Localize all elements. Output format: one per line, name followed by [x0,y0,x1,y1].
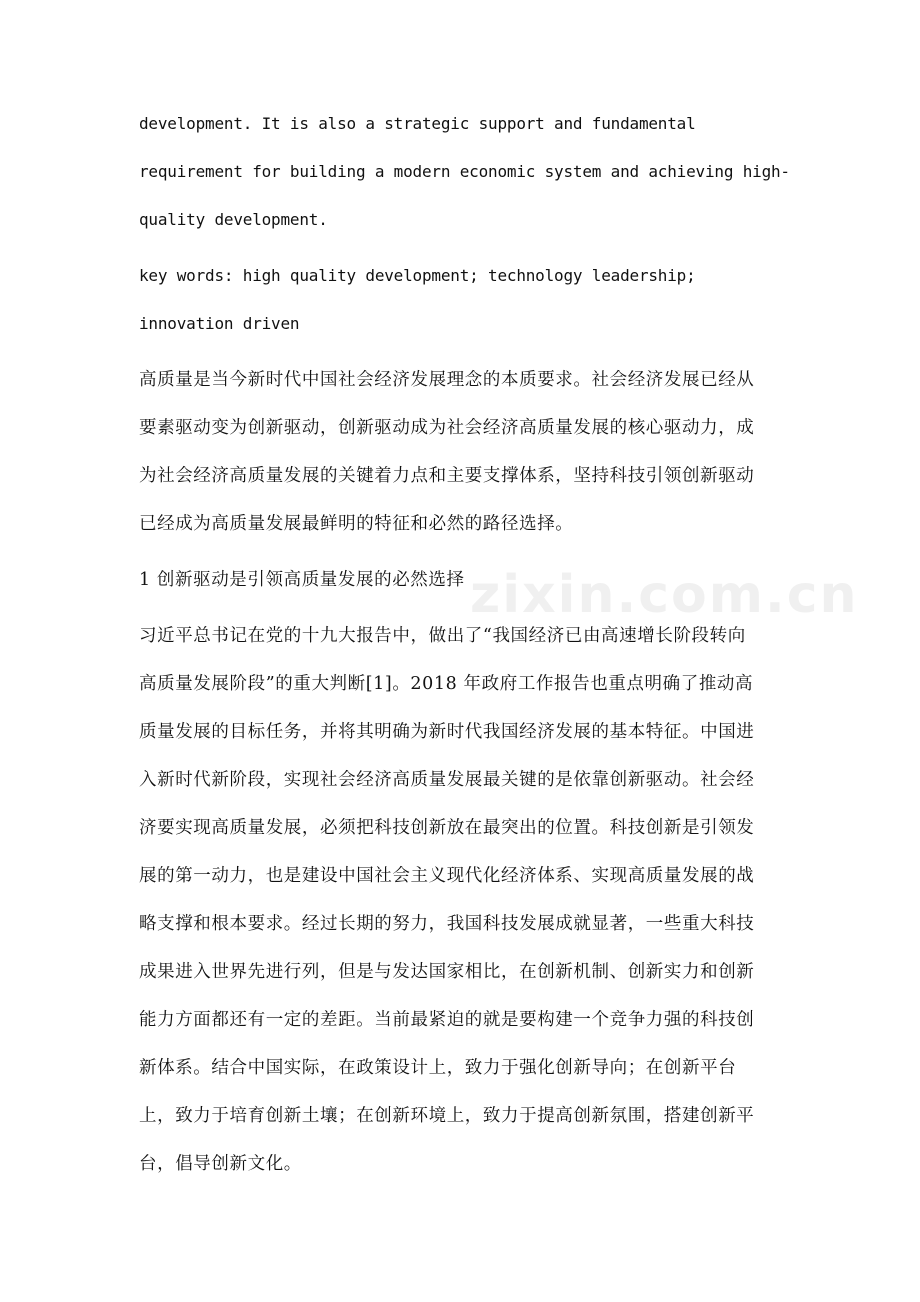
watermark: zixin.com.cn [470,565,859,625]
paragraph-line: 高质量发展阶段”的重大判断[1]。2018 年政府工作报告也重点明确了推动高 [139,674,754,694]
abstract-line: requirement for building a modern economic system and achieving high- [139,162,790,181]
paragraph-line: 济要实现高质量发展，必须把科技创新放在最突出的位置。科技创新是引领发 [139,818,755,838]
paragraph-line: 台，倡导创新文化。 [139,1154,302,1174]
paragraph-line: 略支撑和根本要求。经过长期的努力，我国科技发展成就显著，一些重大科技 [139,914,755,934]
keywords-line: key words: high quality development; technology leadership; [139,266,696,285]
section-heading: 1 创新驱动是引领高质量发展的必然选择 [139,570,465,590]
paragraph-line: 质量发展的目标任务，并将其明确为新时代我国经济发展的基本特征。中国进 [139,722,755,742]
paragraph-line: 上，致力于培育创新土壤；在创新环境上，致力于提高创新氛围，搭建创新平 [139,1106,755,1126]
paragraph-line: 展的第一动力，也是建设中国社会主义现代化经济体系、实现高质量发展的战 [139,866,755,886]
paragraph-line: 要素驱动变为创新驱动，创新驱动成为社会经济高质量发展的核心驱动力，成 [139,418,755,438]
keywords-line: innovation driven [139,314,300,333]
paragraph-line: 能力方面都还有一定的差距。当前最紧迫的就是要构建一个竞争力强的科技创 [139,1010,755,1030]
paragraph-line: 已经成为高质量发展最鲜明的特征和必然的路径选择。 [139,514,574,534]
paragraph-line: 入新时代新阶段，实现社会经济高质量发展最关键的是依靠创新驱动。社会经 [139,770,755,790]
paragraph-line: 成果进入世界先进行列，但是与发达国家相比，在创新机制、创新实力和创新 [139,962,755,982]
paragraph-line: 为社会经济高质量发展的关键着力点和主要支撑体系，坚持科技引领创新驱动 [139,466,755,486]
abstract-line: development. It is also a strategic support and fundamental [139,114,696,133]
abstract-line: quality development. [139,210,328,229]
paragraph-line: 新体系。结合中国实际，在政策设计上，致力于强化创新导向；在创新平台 [139,1058,737,1078]
paragraph-line: 习近平总书记在党的十九大报告中，做出了“我国经济已由高速增长阶段转向 [139,626,746,646]
paragraph-line: 高质量是当今新时代中国社会经济发展理念的本质要求。社会经济发展已经从 [139,370,755,390]
